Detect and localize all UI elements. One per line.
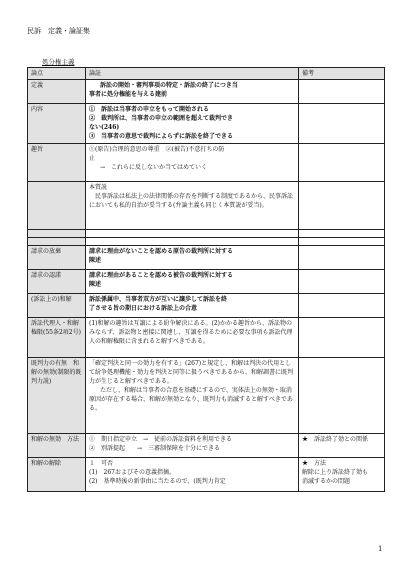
remark-cell bbox=[299, 318, 385, 358]
section-title: 処分権主義 bbox=[42, 58, 75, 66]
topic-cell bbox=[28, 230, 86, 238]
argument-cell: (1)和解の趣旨は互譲による紛争解決にある。(2)かかる趣旨から、訴訟物のみならず、訴訟物と密接に関連し、互譲を得るために必要な事項も訴訟代理人の和解権限に含まれると解すべきである。 bbox=[86, 318, 299, 358]
table-row bbox=[28, 246, 385, 270]
document-header: 民訴 定義・論証集 bbox=[27, 27, 90, 35]
topic-cell: 趣旨 bbox=[28, 144, 86, 182]
topic-cell: 定義 bbox=[28, 80, 86, 104]
argument-cell: 訴訟係属中、当事者双方が互いに譲歩して訴訟を終 了させる旨の期日における訴訟上の合意 bbox=[86, 294, 299, 318]
remark-cell: ★ 方法 解除に上り訴訟終了効も 消滅するかの問題 bbox=[299, 458, 385, 492]
topic-cell: (訴訟上の)和解 bbox=[28, 294, 86, 318]
table-row bbox=[28, 434, 385, 458]
argument-cell bbox=[86, 238, 299, 246]
table-row bbox=[28, 104, 385, 144]
topic-cell: 請求の認諾 bbox=[28, 270, 86, 294]
topic-cell bbox=[28, 238, 86, 246]
topic-cell: 請求の放棄 bbox=[28, 246, 86, 270]
remark-cell bbox=[299, 238, 385, 246]
topic-cell: 訴訟代理人・和解権限(55条2項2号) bbox=[28, 318, 86, 358]
topic-cell: 内容 bbox=[28, 104, 86, 144]
table-header-row bbox=[28, 68, 385, 80]
table-row bbox=[28, 230, 385, 238]
topic-cell bbox=[28, 182, 86, 230]
table-row bbox=[28, 318, 385, 358]
argument-cell: ① 訴訟は当事者の申立をもって開始される ② 裁判所は、当事者の申立の範囲を超えて裁判でき ない(246) ③ 当事者の意思で裁判によらずに訴訟を終了できる bbox=[86, 104, 299, 144]
column-header-remarks: 備考 bbox=[299, 68, 385, 80]
remark-cell bbox=[299, 104, 385, 144]
topic-cell: 和解の無効 方法 bbox=[28, 434, 86, 458]
remark-cell bbox=[299, 144, 385, 182]
argument-cell: 請求に理由があることを認める被告の裁判所に対する 陳述 bbox=[86, 270, 299, 294]
page-number: 1 bbox=[378, 545, 383, 553]
table-row bbox=[28, 294, 385, 318]
argument-cell: ① 期日指定申立 → 従前の訴訟資料を利用できる ② 別訴提起 → 三審制保障を十分にできる bbox=[86, 434, 299, 458]
argument-cell: 本質説 民事訴訟は私法上の法律関係の存否を判断する制度であるから、民事訴訟においても私的自治が妥当する(弁論主義も同じく本質説が妥当)。 bbox=[86, 182, 299, 230]
argument-cell: 「確定判決と同一の効力を有する」(267)と規定し、和解は判決の代用として紛争処理機能・効力を判決と同等に扱うべきであるから、和解調書に既判力が生じると解すべきである。 ただし、和解は当事者の合意を基礎にするので、実体法上の無効・取消原因が存在する場合、和解が無効となり、既判力も消滅すると解すべきである。 bbox=[86, 358, 299, 434]
argument-cell bbox=[86, 230, 299, 238]
table-row bbox=[28, 238, 385, 246]
argument-cell: 訴訟の開始・審判事項の特定・訴訟の終了につき当 事者に処分権能を与える建前 bbox=[86, 80, 299, 104]
table-row bbox=[28, 144, 385, 182]
argument-cell: ①(原告)合理的意思の尊重 ②(被告)不意打ちの防 止 → これらに反しないか当てはめていく bbox=[86, 144, 299, 182]
remark-cell bbox=[299, 294, 385, 318]
table-row bbox=[28, 458, 385, 492]
remark-cell bbox=[299, 246, 385, 270]
remark-cell bbox=[299, 182, 385, 230]
remark-cell bbox=[299, 270, 385, 294]
column-header-topic: 論点 bbox=[28, 68, 86, 80]
table-row bbox=[28, 270, 385, 294]
remark-cell bbox=[299, 80, 385, 104]
argument-cell: 請求に理由がないことを認める原告の裁判所に対する 陳述 bbox=[86, 246, 299, 270]
definition-table bbox=[27, 67, 385, 492]
table-row bbox=[28, 182, 385, 230]
remark-cell bbox=[299, 230, 385, 238]
argument-cell: １ 可否 (1) 267およびその意義指摘。 (2) 基準時後の新事由に当たるので、(既判力肯定 bbox=[86, 458, 299, 492]
table-row bbox=[28, 80, 385, 104]
topic-cell: 和解の解除 bbox=[28, 458, 86, 492]
topic-cell: 既判力の有無 和解の無効(制限的既判力説) bbox=[28, 358, 86, 434]
column-header-argument: 論証 bbox=[86, 68, 299, 80]
remark-cell bbox=[299, 358, 385, 434]
table-row bbox=[28, 358, 385, 434]
remark-cell: ★ 訴訟終了効との関係 bbox=[299, 434, 385, 458]
